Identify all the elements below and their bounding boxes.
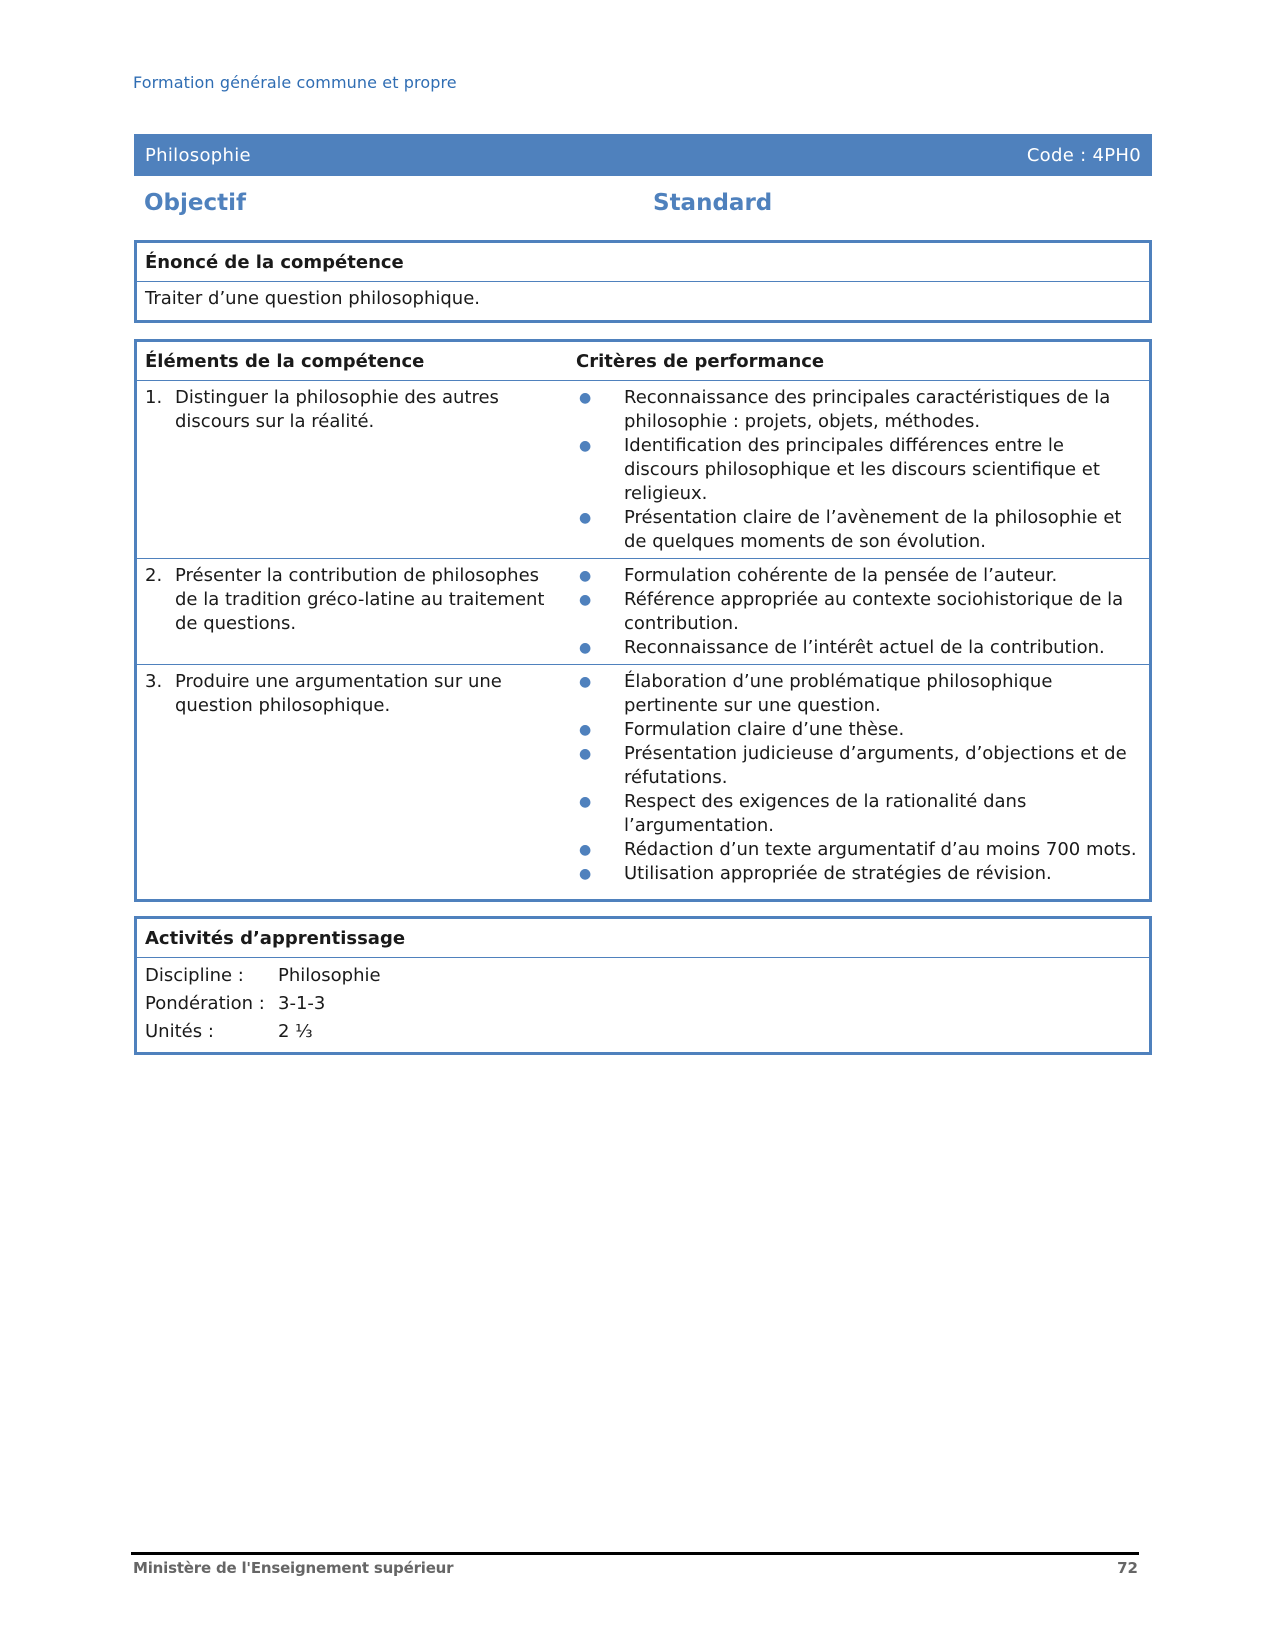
criterion-text: Utilisation appropriée de stratégies de révision. [624, 863, 1052, 884]
column-header-elements: Éléments de la compétence [137, 342, 568, 381]
field-label: Pondération : [145, 993, 265, 1014]
elements-table-box [134, 339, 1152, 902]
criteria-list [576, 564, 1141, 664]
bullet-icon: ● [579, 568, 592, 584]
bullet-icon: ● [579, 746, 592, 762]
activites-field [137, 990, 1149, 1018]
criterion-item [576, 718, 1141, 742]
criterion-text: Formulation cohérente de la pensée de l’auteur. [624, 565, 1058, 586]
element-item [145, 564, 560, 636]
criteria-list [576, 386, 1141, 558]
page-header: Formation générale commune et propre [133, 73, 457, 92]
enonce-heading: Énoncé de la compétence [137, 243, 1149, 282]
element-number: 1. [145, 387, 163, 408]
criterion-text: Élaboration d’une problématique philosophique pertinente sur une question. [624, 671, 1053, 716]
element-cell [137, 381, 568, 559]
criterion-item [576, 790, 1141, 838]
objectif-label: Objectif [144, 190, 247, 216]
criterion-text: Rédaction d’un texte argumentatif d’au moins 700 mots. [624, 839, 1137, 860]
activites-fields [137, 958, 1149, 1046]
element-text: Présenter la contribution de philosophes de la tradition gréco-latine au traitement de questions. [175, 565, 545, 634]
element-cell [137, 665, 568, 891]
field-value: 3-1-3 [278, 993, 326, 1014]
bullet-icon: ● [579, 592, 592, 608]
course-code: Code : 4PH0 [1026, 144, 1141, 166]
field-label: Unités : [145, 1021, 214, 1042]
footer-page-number: 72 [1117, 1559, 1138, 1577]
criterion-item [576, 670, 1141, 718]
element-cell [137, 559, 568, 665]
activites-heading: Activités d’apprentissage [137, 919, 1149, 958]
criteria-cell [568, 665, 1149, 891]
bullet-icon: ● [579, 674, 592, 690]
field-value: Philosophie [278, 965, 381, 986]
table-row [137, 381, 1149, 559]
bullet-icon: ● [579, 842, 592, 858]
element-number: 2. [145, 565, 163, 586]
objective-standard-row [144, 190, 1144, 224]
criterion-text: Présentation judicieuse d’arguments, d’objections et de réfutations. [624, 743, 1127, 788]
criterion-item [576, 742, 1141, 790]
element-item [145, 670, 560, 718]
criterion-item [576, 862, 1141, 886]
table-row [137, 665, 1149, 891]
field-label: Discipline : [145, 965, 244, 986]
activites-field [137, 962, 1149, 990]
bullet-icon: ● [579, 866, 592, 882]
criterion-item [576, 506, 1141, 554]
criterion-text: Présentation claire de l’avènement de la philosophie et de quelques moments de son évolution. [624, 507, 1122, 552]
footer-divider [131, 1552, 1139, 1555]
table-row [137, 559, 1149, 665]
element-item [145, 386, 560, 434]
criterion-text: Reconnaissance de l’intérêt actuel de la contribution. [624, 637, 1105, 658]
activites-field [137, 1018, 1149, 1046]
criterion-item [576, 838, 1141, 862]
column-header-criteres: Critères de performance [568, 342, 1149, 381]
standard-label: Standard [653, 190, 773, 216]
criterion-text: Reconnaissance des principales caractéristiques de la philosophie : projets, objets, méthodes. [624, 387, 1111, 432]
enonce-text: Traiter d’une question philosophique. [145, 288, 480, 309]
criteria-list [576, 670, 1141, 890]
element-text: Produire une argumentation sur une question philosophique. [175, 671, 502, 716]
criteria-cell [568, 381, 1149, 559]
element-text: Distinguer la philosophie des autres discours sur la réalité. [175, 387, 499, 432]
bullet-icon: ● [579, 722, 592, 738]
criterion-text: Respect des exigences de la rationalité dans l’argumentation. [624, 791, 1027, 836]
criterion-item [576, 636, 1141, 660]
criterion-text: Identification des principales différences entre le discours philosophique et les discours scientifique et religieux. [624, 435, 1100, 504]
course-title-bar [134, 134, 1152, 176]
activites-box [134, 916, 1152, 1055]
criterion-item [576, 588, 1141, 636]
bullet-icon: ● [579, 438, 592, 454]
criterion-text: Formulation claire d’une thèse. [624, 719, 905, 740]
bullet-icon: ● [579, 640, 592, 656]
criteria-cell [568, 559, 1149, 665]
elements-table [137, 342, 1149, 890]
footer-ministry: Ministère de l'Enseignement supérieur [133, 1559, 454, 1577]
criterion-item [576, 386, 1141, 434]
criterion-item [576, 434, 1141, 506]
enonce-box [134, 240, 1152, 323]
element-number: 3. [145, 671, 163, 692]
course-discipline: Philosophie [145, 144, 251, 166]
criterion-item [576, 564, 1141, 588]
bullet-icon: ● [579, 390, 592, 406]
bullet-icon: ● [579, 510, 592, 526]
criterion-text: Référence appropriée au contexte sociohistorique de la contribution. [624, 589, 1124, 634]
field-value: 2 ⅓ [278, 1021, 313, 1042]
bullet-icon: ● [579, 794, 592, 810]
